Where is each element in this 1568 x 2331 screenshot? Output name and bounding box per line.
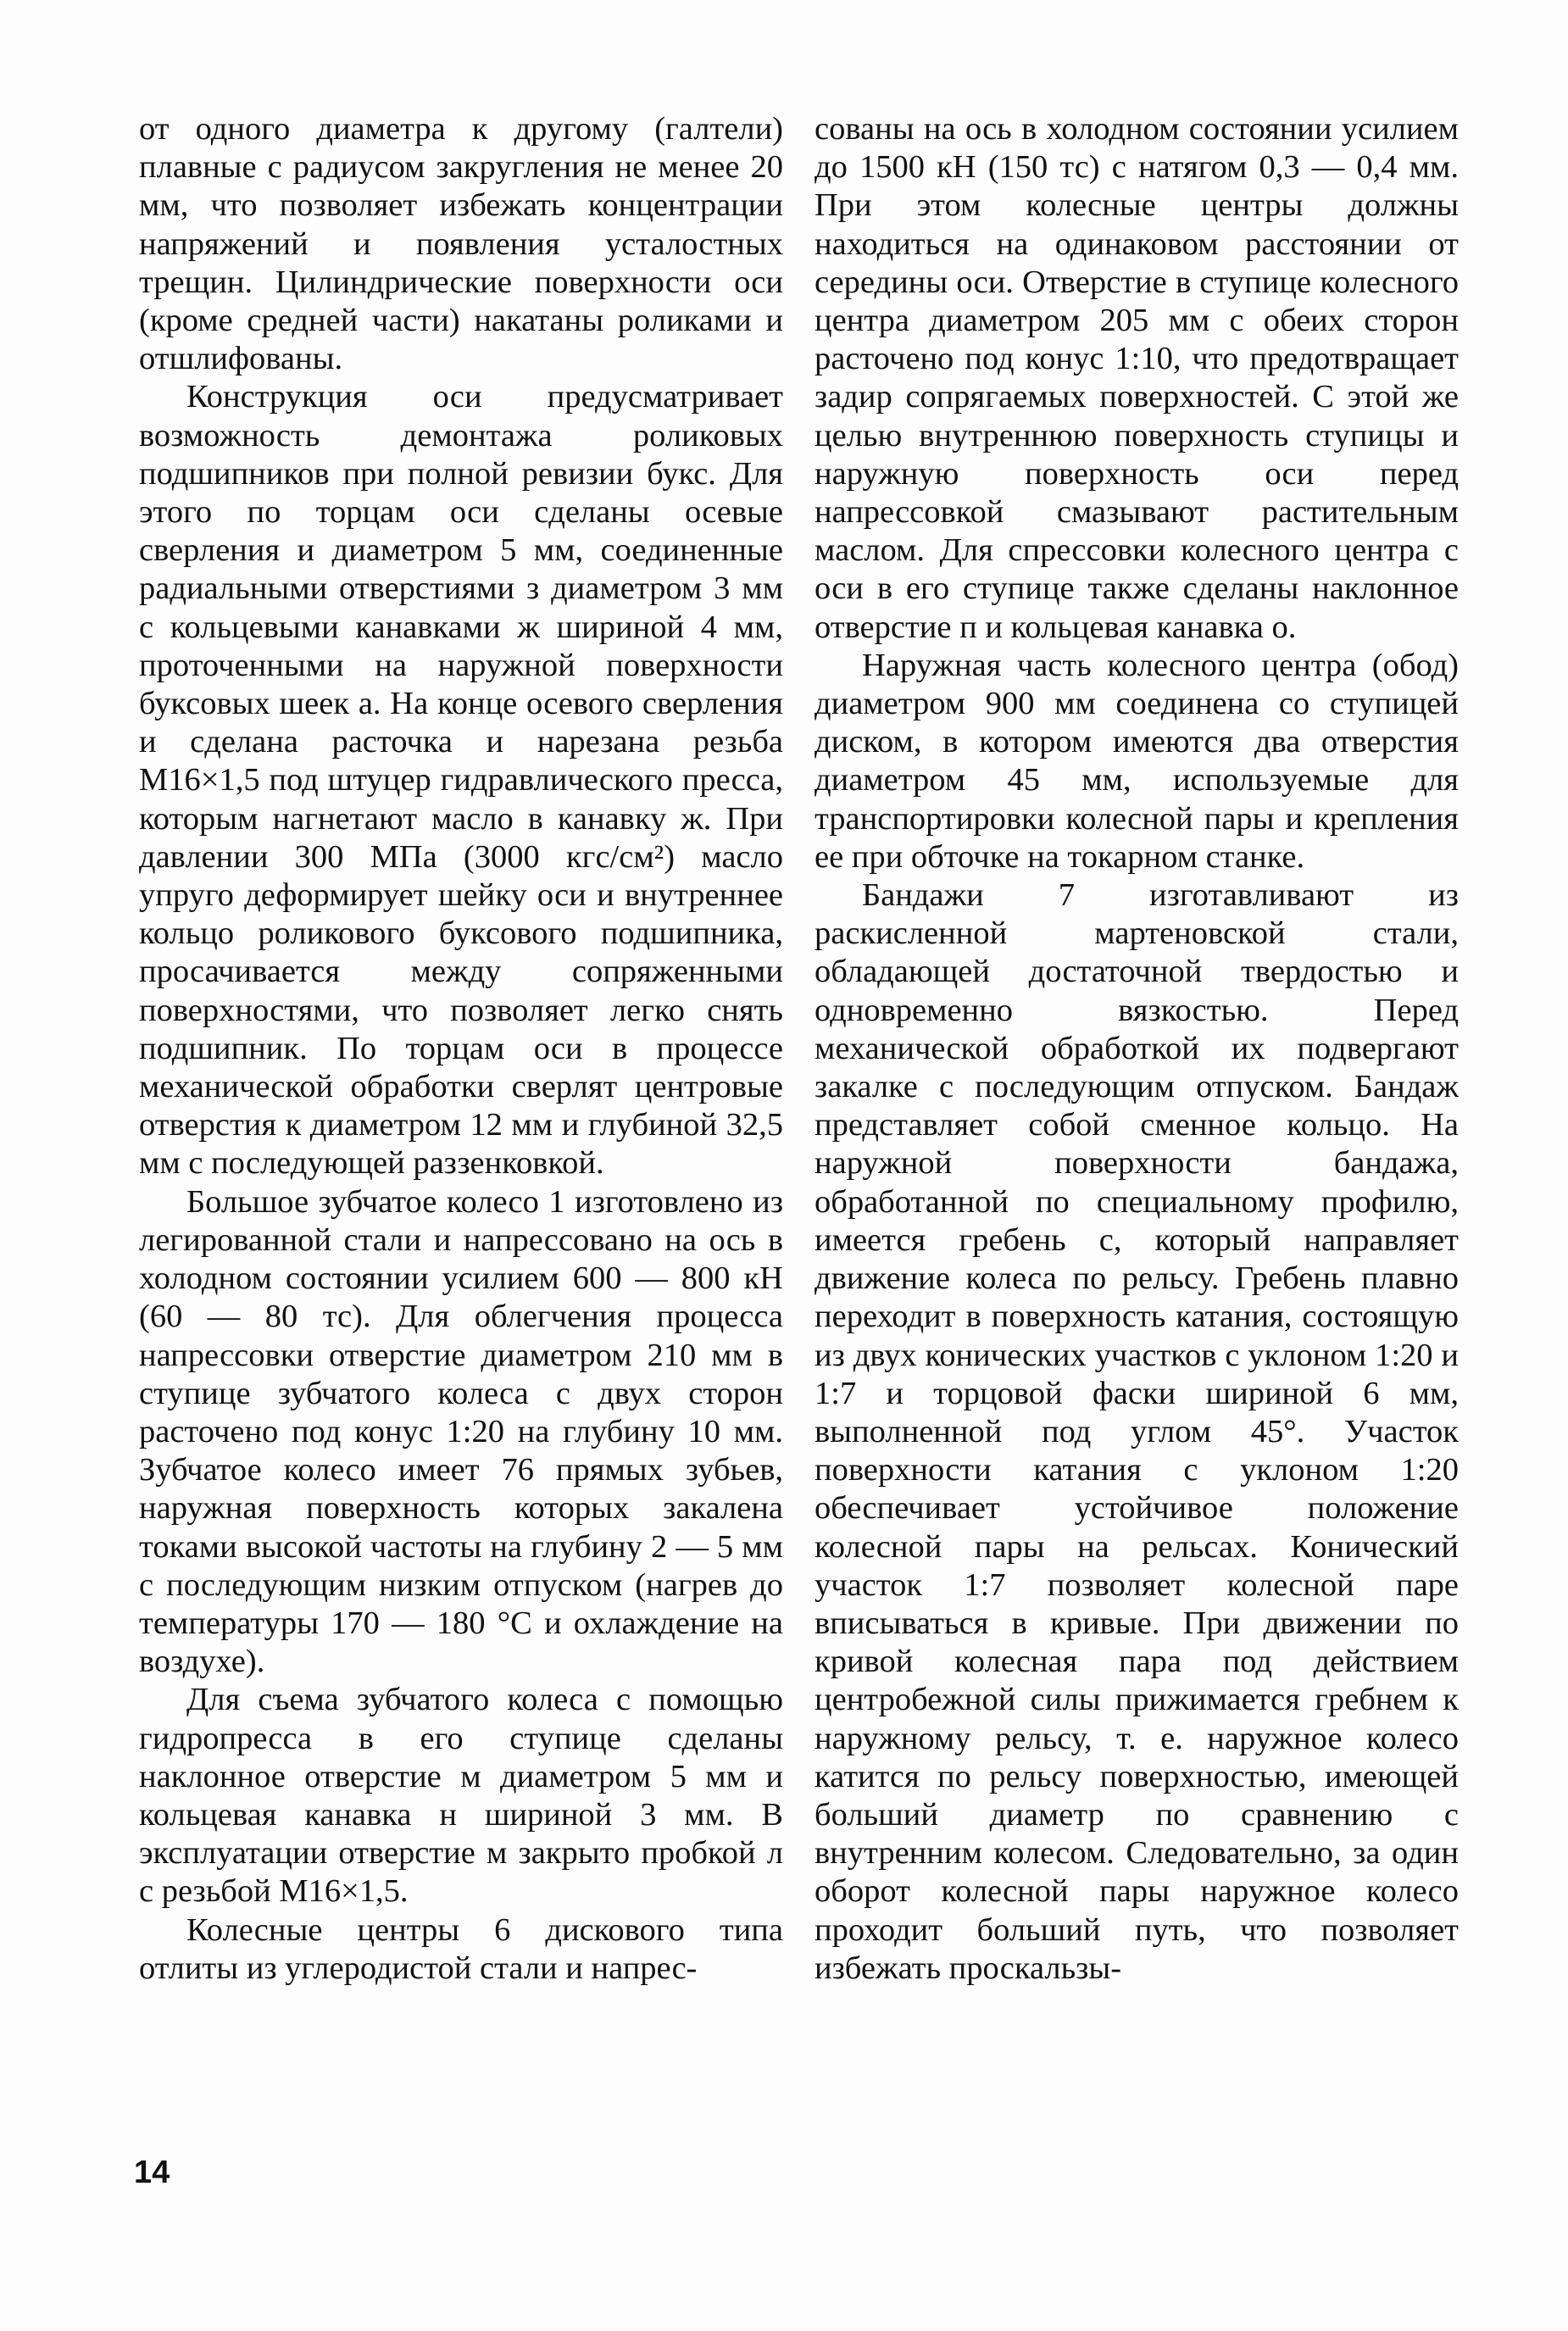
paragraph-axle-design: Конструкция оси предусматривает возможность демонтажа роликовых подшипников при полной ревизии букс. Для этого по торцам оси сделаны осевые сверления и диаметром 5 мм, соединенные радиальными отверстиями з диаметром 3 мм с кольцевыми канавками ж шириной 4 мм, проточенными на наружной поверхности буксовых шеек а. На конце осевого сверления и сделана расточка и нарезана резьба М16×1,5 под штуцер гидравлического пресса, которым нагнетают масло в канавку ж. При давлении 300 МПа (3000 кгс/см²) масло упруго деформирует шейку оси и внутреннее кольцо роликового буксового подшипника, просачивается между сопряженными поверхностями, что позволяет легко снять подшипник. По торцам оси в процессе механической обработки сверлят центровые отверстия к диаметром 12 мм и глубиной 32,5 мм с последующей раззенковкой. (139, 379, 783, 1182)
right-column (815, 110, 1459, 1988)
paragraph-wheel-rim: Наружная часть колесного центра (обод) диаметром 900 мм соединена со ступицей диском, в котором имеются два отверстия диаметром 45 мм, используемые для транспортировки колесной пары и крепления ее при обточке на токарном станке. (815, 647, 1459, 875)
paragraph-gear-removal: Для съема зубчатого колеса с помощью гидропресса в его ступице сделаны наклонное отверстие м диаметром 5 мм и кольцевая канавка н шириной 3 мм. В эксплуатации отверстие м закрыто пробкой л с резьбой М16×1,5. (139, 1682, 783, 1910)
paragraph-wheel-centers-start: Колесные центры 6 дискового типа отлиты из углеродистой стали и напрес- (139, 1911, 783, 1986)
paragraph-tyres: Бандажи 7 изготавливают из раскисленной мартеновской стали, обладающей достаточной твердостью и одновременно вязкостью. Перед механической обработкой их подвергают закалке с последующим отпуском. Бандаж представляет собой сменное кольцо. На наружной поверхности бандажа, обработанной по специальному профилю, имеется гребень с, который направляет движение колеса по рельсу. Гребень плавно переходит в поверхность катания, состоящую из двух конических участков с уклоном 1:20 и 1:7 и торцовой фаски шириной 6 мм, выполненной под углом 45°. Участок поверхности катания с уклоном 1:20 обеспечивает устойчивое положение колесной пары на рельсах. Конический участок 1:7 позволяет колесной паре вписываться в кривые. При движении по кривой колесная пара под действием центробежной силы прижимается гребнем к наружному рельсу, т. е. наружное колесо катится по рельсу поверхностью, имеющей больший диаметр по сравнению с внутренним колесом. Следовательно, за один оборот колесной пары наружное колесо проходит больший путь, что позволяет избежать проскальзы- (815, 877, 1459, 1986)
page-number: 14 (134, 2155, 170, 2190)
left-column (139, 110, 783, 1988)
paragraph-gear-wheel: Большое зубчатое колесо 1 изготовлено из легированной стали и напрессовано на ось в холодном состоянии усилием 600 — 800 кН (60 — 80 тс). Для облегчения процесса напрессовки отверстие диаметром 210 мм в ступице зубчатого колеса с двух сторон расточено под конус 1:20 на глубину 10 мм. Зубчатое колесо имеет 76 прямых зубьев, наружная поверхность которых закалена токами высокой частоты на глубину 2 — 5 мм с последующим низким отпуском (нагрев до температуры 170 — 180 °С и охлаждение на воздухе). (139, 1183, 783, 1680)
paragraph-wheel-centers-cont: сованы на ось в холодном состоянии усилием до 1500 кН (150 тс) с натягом 0,3 — 0,4 мм. При этом колесные центры должны находиться на одинаковом расстоянии от середины оси. Отверстие в ступице колесного центра диаметром 205 мм с обеих сторон расточено под конус 1:10, что предотвращает задир сопрягаемых поверхностей. С этой же целью внутреннюю поверхность ступицы и наружную поверхность оси перед напрессовкой смазывают растительным маслом. Для спрессовки колесного центра с оси в его ступице также сделаны наклонное отверстие п и кольцевая канавка о. (815, 111, 1459, 645)
paragraph-axle-fillets: от одного диаметра к другому (галтели) плавные с радиусом закругления не менее 20 мм, что позволяет избежать концентрации напряжений и появления усталостных трещин. Цилиндрические поверхности оси (кроме средней части) накатаны роликами и отшлифованы. (139, 111, 783, 377)
